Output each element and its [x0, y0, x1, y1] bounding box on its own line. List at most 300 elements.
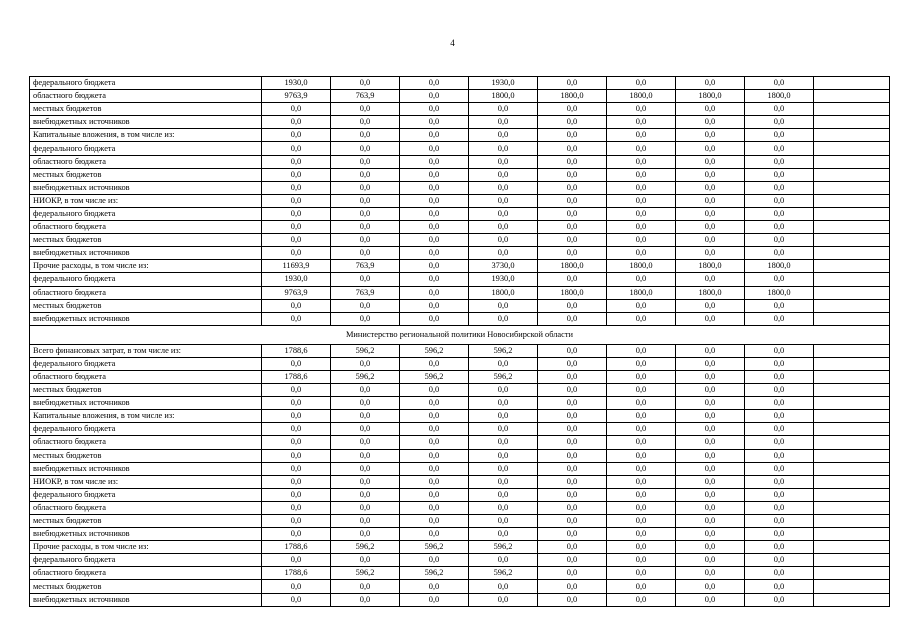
row-label: областного бюджета	[30, 286, 262, 299]
value-cell: 0,0	[607, 384, 676, 397]
value-cell: 0,0	[538, 370, 607, 383]
value-cell: 0,0	[676, 541, 745, 554]
value-cell: 0,0	[607, 168, 676, 181]
value-cell: 0,0	[745, 142, 814, 155]
empty-cell	[814, 116, 890, 129]
value-cell: 0,0	[607, 234, 676, 247]
value-cell: 0,0	[538, 247, 607, 260]
value-cell: 0,0	[262, 554, 331, 567]
value-cell: 0,0	[400, 194, 469, 207]
value-cell: 0,0	[538, 155, 607, 168]
empty-cell	[814, 90, 890, 103]
table-row	[30, 299, 890, 312]
value-cell: 596,2	[400, 567, 469, 580]
value-cell: 0,0	[469, 449, 538, 462]
value-cell: 0,0	[745, 449, 814, 462]
table-row	[30, 370, 890, 383]
value-cell: 0,0	[400, 273, 469, 286]
value-cell: 0,0	[262, 155, 331, 168]
value-cell: 0,0	[676, 129, 745, 142]
value-cell: 0,0	[538, 462, 607, 475]
value-cell: 0,0	[676, 449, 745, 462]
table-row	[30, 221, 890, 234]
value-cell: 0,0	[607, 580, 676, 593]
empty-cell	[814, 436, 890, 449]
section-header-row	[30, 325, 890, 344]
empty-cell	[814, 488, 890, 501]
empty-cell	[814, 410, 890, 423]
value-cell: 0,0	[262, 194, 331, 207]
value-cell: 0,0	[676, 142, 745, 155]
empty-cell	[814, 423, 890, 436]
value-cell: 0,0	[745, 501, 814, 514]
value-cell: 0,0	[607, 207, 676, 220]
value-cell: 0,0	[745, 488, 814, 501]
value-cell: 596,2	[469, 541, 538, 554]
value-cell: 1930,0	[262, 273, 331, 286]
table-row	[30, 515, 890, 528]
value-cell: 0,0	[745, 273, 814, 286]
value-cell: 0,0	[676, 475, 745, 488]
value-cell: 0,0	[676, 515, 745, 528]
value-cell: 0,0	[745, 580, 814, 593]
value-cell: 0,0	[331, 554, 400, 567]
value-cell: 0,0	[676, 567, 745, 580]
value-cell: 0,0	[538, 357, 607, 370]
value-cell: 0,0	[331, 515, 400, 528]
empty-cell	[814, 129, 890, 142]
budget-table	[29, 76, 890, 607]
value-cell: 0,0	[400, 423, 469, 436]
value-cell: 0,0	[400, 286, 469, 299]
value-cell: 0,0	[400, 580, 469, 593]
value-cell: 1788,6	[262, 541, 331, 554]
value-cell: 0,0	[331, 155, 400, 168]
value-cell: 0,0	[745, 221, 814, 234]
value-cell: 0,0	[538, 554, 607, 567]
value-cell: 0,0	[745, 462, 814, 475]
value-cell: 0,0	[538, 410, 607, 423]
value-cell: 0,0	[400, 515, 469, 528]
row-label: внебюджетных источников	[30, 247, 262, 260]
table-row	[30, 155, 890, 168]
value-cell: 0,0	[331, 501, 400, 514]
row-label: Прочие расходы, в том числе из:	[30, 260, 262, 273]
value-cell: 1800,0	[607, 90, 676, 103]
empty-cell	[814, 181, 890, 194]
empty-cell	[814, 286, 890, 299]
value-cell: 0,0	[607, 77, 676, 90]
value-cell: 0,0	[676, 501, 745, 514]
row-label: федерального бюджета	[30, 207, 262, 220]
row-label: НИОКР, в том числе из:	[30, 475, 262, 488]
value-cell: 0,0	[745, 312, 814, 325]
value-cell: 0,0	[745, 370, 814, 383]
value-cell: 0,0	[538, 593, 607, 606]
value-cell: 0,0	[607, 142, 676, 155]
value-cell: 0,0	[262, 410, 331, 423]
value-cell: 0,0	[538, 488, 607, 501]
value-cell: 0,0	[676, 384, 745, 397]
value-cell: 1800,0	[538, 260, 607, 273]
value-cell: 0,0	[400, 554, 469, 567]
value-cell: 0,0	[331, 312, 400, 325]
value-cell: 0,0	[331, 207, 400, 220]
value-cell: 0,0	[607, 370, 676, 383]
value-cell: 0,0	[607, 103, 676, 116]
value-cell: 0,0	[538, 103, 607, 116]
empty-cell	[814, 142, 890, 155]
value-cell: 596,2	[400, 344, 469, 357]
value-cell: 0,0	[607, 554, 676, 567]
value-cell: 0,0	[469, 410, 538, 423]
value-cell: 0,0	[607, 410, 676, 423]
value-cell: 0,0	[745, 129, 814, 142]
row-label: внебюджетных источников	[30, 593, 262, 606]
value-cell: 0,0	[745, 77, 814, 90]
value-cell: 0,0	[607, 501, 676, 514]
value-cell: 0,0	[676, 397, 745, 410]
row-label: Капитальные вложения, в том числе из:	[30, 129, 262, 142]
value-cell: 0,0	[607, 273, 676, 286]
value-cell: 0,0	[469, 142, 538, 155]
value-cell: 0,0	[676, 299, 745, 312]
value-cell: 0,0	[676, 436, 745, 449]
row-label: внебюджетных источников	[30, 116, 262, 129]
row-label: НИОКР, в том числе из:	[30, 194, 262, 207]
value-cell: 1800,0	[469, 90, 538, 103]
empty-cell	[814, 194, 890, 207]
value-cell: 0,0	[331, 273, 400, 286]
value-cell: 0,0	[262, 116, 331, 129]
value-cell: 0,0	[607, 541, 676, 554]
row-label: местных бюджетов	[30, 168, 262, 181]
value-cell: 0,0	[745, 116, 814, 129]
value-cell: 0,0	[607, 436, 676, 449]
table-row	[30, 168, 890, 181]
value-cell: 0,0	[331, 449, 400, 462]
table-row	[30, 462, 890, 475]
value-cell: 0,0	[262, 207, 331, 220]
value-cell: 0,0	[607, 397, 676, 410]
row-label: местных бюджетов	[30, 234, 262, 247]
value-cell: 1930,0	[262, 77, 331, 90]
value-cell: 1800,0	[538, 286, 607, 299]
value-cell: 0,0	[400, 436, 469, 449]
row-label: Капитальные вложения, в том числе из:	[30, 410, 262, 423]
empty-cell	[814, 312, 890, 325]
value-cell: 0,0	[262, 449, 331, 462]
value-cell: 0,0	[538, 273, 607, 286]
row-label: местных бюджетов	[30, 103, 262, 116]
value-cell: 0,0	[469, 501, 538, 514]
value-cell: 0,0	[331, 168, 400, 181]
value-cell: 0,0	[400, 234, 469, 247]
value-cell: 0,0	[400, 181, 469, 194]
value-cell: 0,0	[469, 247, 538, 260]
value-cell: 0,0	[400, 247, 469, 260]
value-cell: 0,0	[607, 194, 676, 207]
empty-cell	[814, 501, 890, 514]
value-cell: 0,0	[262, 357, 331, 370]
value-cell: 0,0	[469, 194, 538, 207]
table-row	[30, 554, 890, 567]
empty-cell	[814, 299, 890, 312]
row-label: областного бюджета	[30, 155, 262, 168]
value-cell: 0,0	[676, 168, 745, 181]
empty-cell	[814, 155, 890, 168]
value-cell: 596,2	[331, 370, 400, 383]
value-cell: 0,0	[469, 155, 538, 168]
value-cell: 0,0	[400, 449, 469, 462]
value-cell: 0,0	[745, 247, 814, 260]
value-cell: 0,0	[400, 475, 469, 488]
value-cell: 0,0	[676, 221, 745, 234]
value-cell: 0,0	[607, 155, 676, 168]
value-cell: 0,0	[469, 436, 538, 449]
value-cell: 0,0	[469, 462, 538, 475]
value-cell: 0,0	[469, 234, 538, 247]
value-cell: 0,0	[676, 462, 745, 475]
value-cell: 0,0	[607, 515, 676, 528]
value-cell: 0,0	[469, 168, 538, 181]
value-cell: 0,0	[676, 357, 745, 370]
value-cell: 0,0	[538, 541, 607, 554]
value-cell: 0,0	[676, 155, 745, 168]
table-row	[30, 593, 890, 606]
value-cell: 0,0	[469, 221, 538, 234]
value-cell: 0,0	[469, 528, 538, 541]
row-label: областного бюджета	[30, 370, 262, 383]
value-cell: 763,9	[331, 286, 400, 299]
value-cell: 0,0	[331, 299, 400, 312]
table-row	[30, 129, 890, 142]
row-label: внебюджетных источников	[30, 528, 262, 541]
empty-cell	[814, 541, 890, 554]
empty-cell	[814, 221, 890, 234]
empty-cell	[814, 449, 890, 462]
value-cell: 0,0	[262, 129, 331, 142]
value-cell: 0,0	[607, 247, 676, 260]
value-cell: 0,0	[745, 436, 814, 449]
value-cell: 0,0	[400, 77, 469, 90]
table-row	[30, 384, 890, 397]
empty-cell	[814, 384, 890, 397]
value-cell: 0,0	[331, 194, 400, 207]
empty-cell	[814, 234, 890, 247]
empty-cell	[814, 567, 890, 580]
value-cell: 0,0	[745, 528, 814, 541]
value-cell: 11693,9	[262, 260, 331, 273]
empty-cell	[814, 168, 890, 181]
table-row	[30, 260, 890, 273]
value-cell: 0,0	[676, 410, 745, 423]
value-cell: 0,0	[676, 194, 745, 207]
empty-cell	[814, 357, 890, 370]
table-row	[30, 312, 890, 325]
value-cell: 0,0	[400, 528, 469, 541]
value-cell: 1788,6	[262, 567, 331, 580]
value-cell: 0,0	[469, 181, 538, 194]
value-cell: 0,0	[745, 593, 814, 606]
value-cell: 0,0	[262, 142, 331, 155]
value-cell: 0,0	[607, 344, 676, 357]
value-cell: 0,0	[538, 168, 607, 181]
value-cell: 0,0	[331, 247, 400, 260]
value-cell: 0,0	[331, 423, 400, 436]
value-cell: 1800,0	[676, 286, 745, 299]
value-cell: 0,0	[400, 299, 469, 312]
value-cell: 0,0	[400, 410, 469, 423]
value-cell: 0,0	[469, 299, 538, 312]
value-cell: 0,0	[262, 436, 331, 449]
value-cell: 0,0	[331, 475, 400, 488]
value-cell: 0,0	[538, 299, 607, 312]
value-cell: 0,0	[607, 129, 676, 142]
table-row	[30, 423, 890, 436]
value-cell: 0,0	[400, 221, 469, 234]
value-cell: 596,2	[331, 567, 400, 580]
value-cell: 0,0	[745, 475, 814, 488]
value-cell: 0,0	[262, 580, 331, 593]
value-cell: 0,0	[676, 554, 745, 567]
value-cell: 0,0	[469, 129, 538, 142]
empty-cell	[814, 580, 890, 593]
empty-cell	[814, 528, 890, 541]
value-cell: 1800,0	[607, 260, 676, 273]
value-cell: 0,0	[469, 423, 538, 436]
value-cell: 0,0	[262, 234, 331, 247]
value-cell: 0,0	[262, 299, 331, 312]
empty-cell	[814, 344, 890, 357]
value-cell: 1930,0	[469, 77, 538, 90]
value-cell: 0,0	[331, 384, 400, 397]
value-cell: 0,0	[538, 234, 607, 247]
value-cell: 0,0	[262, 168, 331, 181]
value-cell: 0,0	[331, 116, 400, 129]
table-row	[30, 207, 890, 220]
value-cell: 0,0	[607, 423, 676, 436]
row-label: Всего финансовых затрат, в том числе из:	[30, 344, 262, 357]
row-label: внебюджетных источников	[30, 397, 262, 410]
value-cell: 763,9	[331, 90, 400, 103]
value-cell: 0,0	[331, 129, 400, 142]
value-cell: 0,0	[607, 462, 676, 475]
value-cell: 0,0	[331, 593, 400, 606]
value-cell: 3730,0	[469, 260, 538, 273]
value-cell: 0,0	[262, 247, 331, 260]
empty-cell	[814, 77, 890, 90]
value-cell: 0,0	[676, 370, 745, 383]
value-cell: 0,0	[538, 423, 607, 436]
value-cell: 9763,9	[262, 90, 331, 103]
value-cell: 0,0	[331, 142, 400, 155]
value-cell: 0,0	[607, 312, 676, 325]
row-label: внебюджетных источников	[30, 312, 262, 325]
value-cell: 0,0	[262, 528, 331, 541]
value-cell: 0,0	[745, 155, 814, 168]
table-row	[30, 90, 890, 103]
value-cell: 0,0	[331, 580, 400, 593]
value-cell: 596,2	[331, 344, 400, 357]
row-label: областного бюджета	[30, 221, 262, 234]
value-cell: 0,0	[469, 488, 538, 501]
row-label: внебюджетных источников	[30, 181, 262, 194]
table-row	[30, 528, 890, 541]
table-row	[30, 541, 890, 554]
value-cell: 0,0	[400, 357, 469, 370]
row-label: местных бюджетов	[30, 580, 262, 593]
value-cell: 0,0	[607, 357, 676, 370]
table-row	[30, 357, 890, 370]
table-row	[30, 103, 890, 116]
section-title: Министерство региональной политики Новосибирской области	[30, 325, 890, 344]
value-cell: 0,0	[262, 221, 331, 234]
value-cell: 0,0	[400, 501, 469, 514]
value-cell: 1800,0	[538, 90, 607, 103]
value-cell: 0,0	[400, 593, 469, 606]
value-cell: 0,0	[676, 234, 745, 247]
value-cell: 0,0	[331, 436, 400, 449]
value-cell: 0,0	[400, 462, 469, 475]
table-row	[30, 397, 890, 410]
value-cell: 0,0	[538, 449, 607, 462]
value-cell: 0,0	[262, 462, 331, 475]
value-cell: 0,0	[607, 116, 676, 129]
value-cell: 0,0	[745, 207, 814, 220]
value-cell: 0,0	[745, 194, 814, 207]
table-row	[30, 436, 890, 449]
row-label: Прочие расходы, в том числе из:	[30, 541, 262, 554]
value-cell: 0,0	[607, 475, 676, 488]
value-cell: 0,0	[745, 357, 814, 370]
row-label: федерального бюджета	[30, 554, 262, 567]
value-cell: 1930,0	[469, 273, 538, 286]
value-cell: 0,0	[262, 501, 331, 514]
value-cell: 0,0	[745, 344, 814, 357]
value-cell: 0,0	[538, 397, 607, 410]
row-label: федерального бюджета	[30, 77, 262, 90]
value-cell: 0,0	[676, 593, 745, 606]
row-label: местных бюджетов	[30, 515, 262, 528]
value-cell: 0,0	[745, 181, 814, 194]
value-cell: 0,0	[400, 90, 469, 103]
value-cell: 0,0	[331, 221, 400, 234]
row-label: областного бюджета	[30, 90, 262, 103]
value-cell: 0,0	[538, 475, 607, 488]
value-cell: 0,0	[469, 580, 538, 593]
empty-cell	[814, 260, 890, 273]
value-cell: 0,0	[331, 103, 400, 116]
value-cell: 1800,0	[607, 286, 676, 299]
value-cell: 0,0	[607, 567, 676, 580]
table-row	[30, 273, 890, 286]
value-cell: 0,0	[469, 384, 538, 397]
value-cell: 0,0	[745, 397, 814, 410]
value-cell: 0,0	[676, 423, 745, 436]
table-row	[30, 142, 890, 155]
table-row	[30, 77, 890, 90]
value-cell: 0,0	[607, 528, 676, 541]
value-cell: 596,2	[469, 567, 538, 580]
row-label: федерального бюджета	[30, 488, 262, 501]
empty-cell	[814, 515, 890, 528]
value-cell: 0,0	[745, 554, 814, 567]
table-row	[30, 488, 890, 501]
value-cell: 0,0	[538, 580, 607, 593]
value-cell: 1800,0	[676, 260, 745, 273]
value-cell: 9763,9	[262, 286, 331, 299]
